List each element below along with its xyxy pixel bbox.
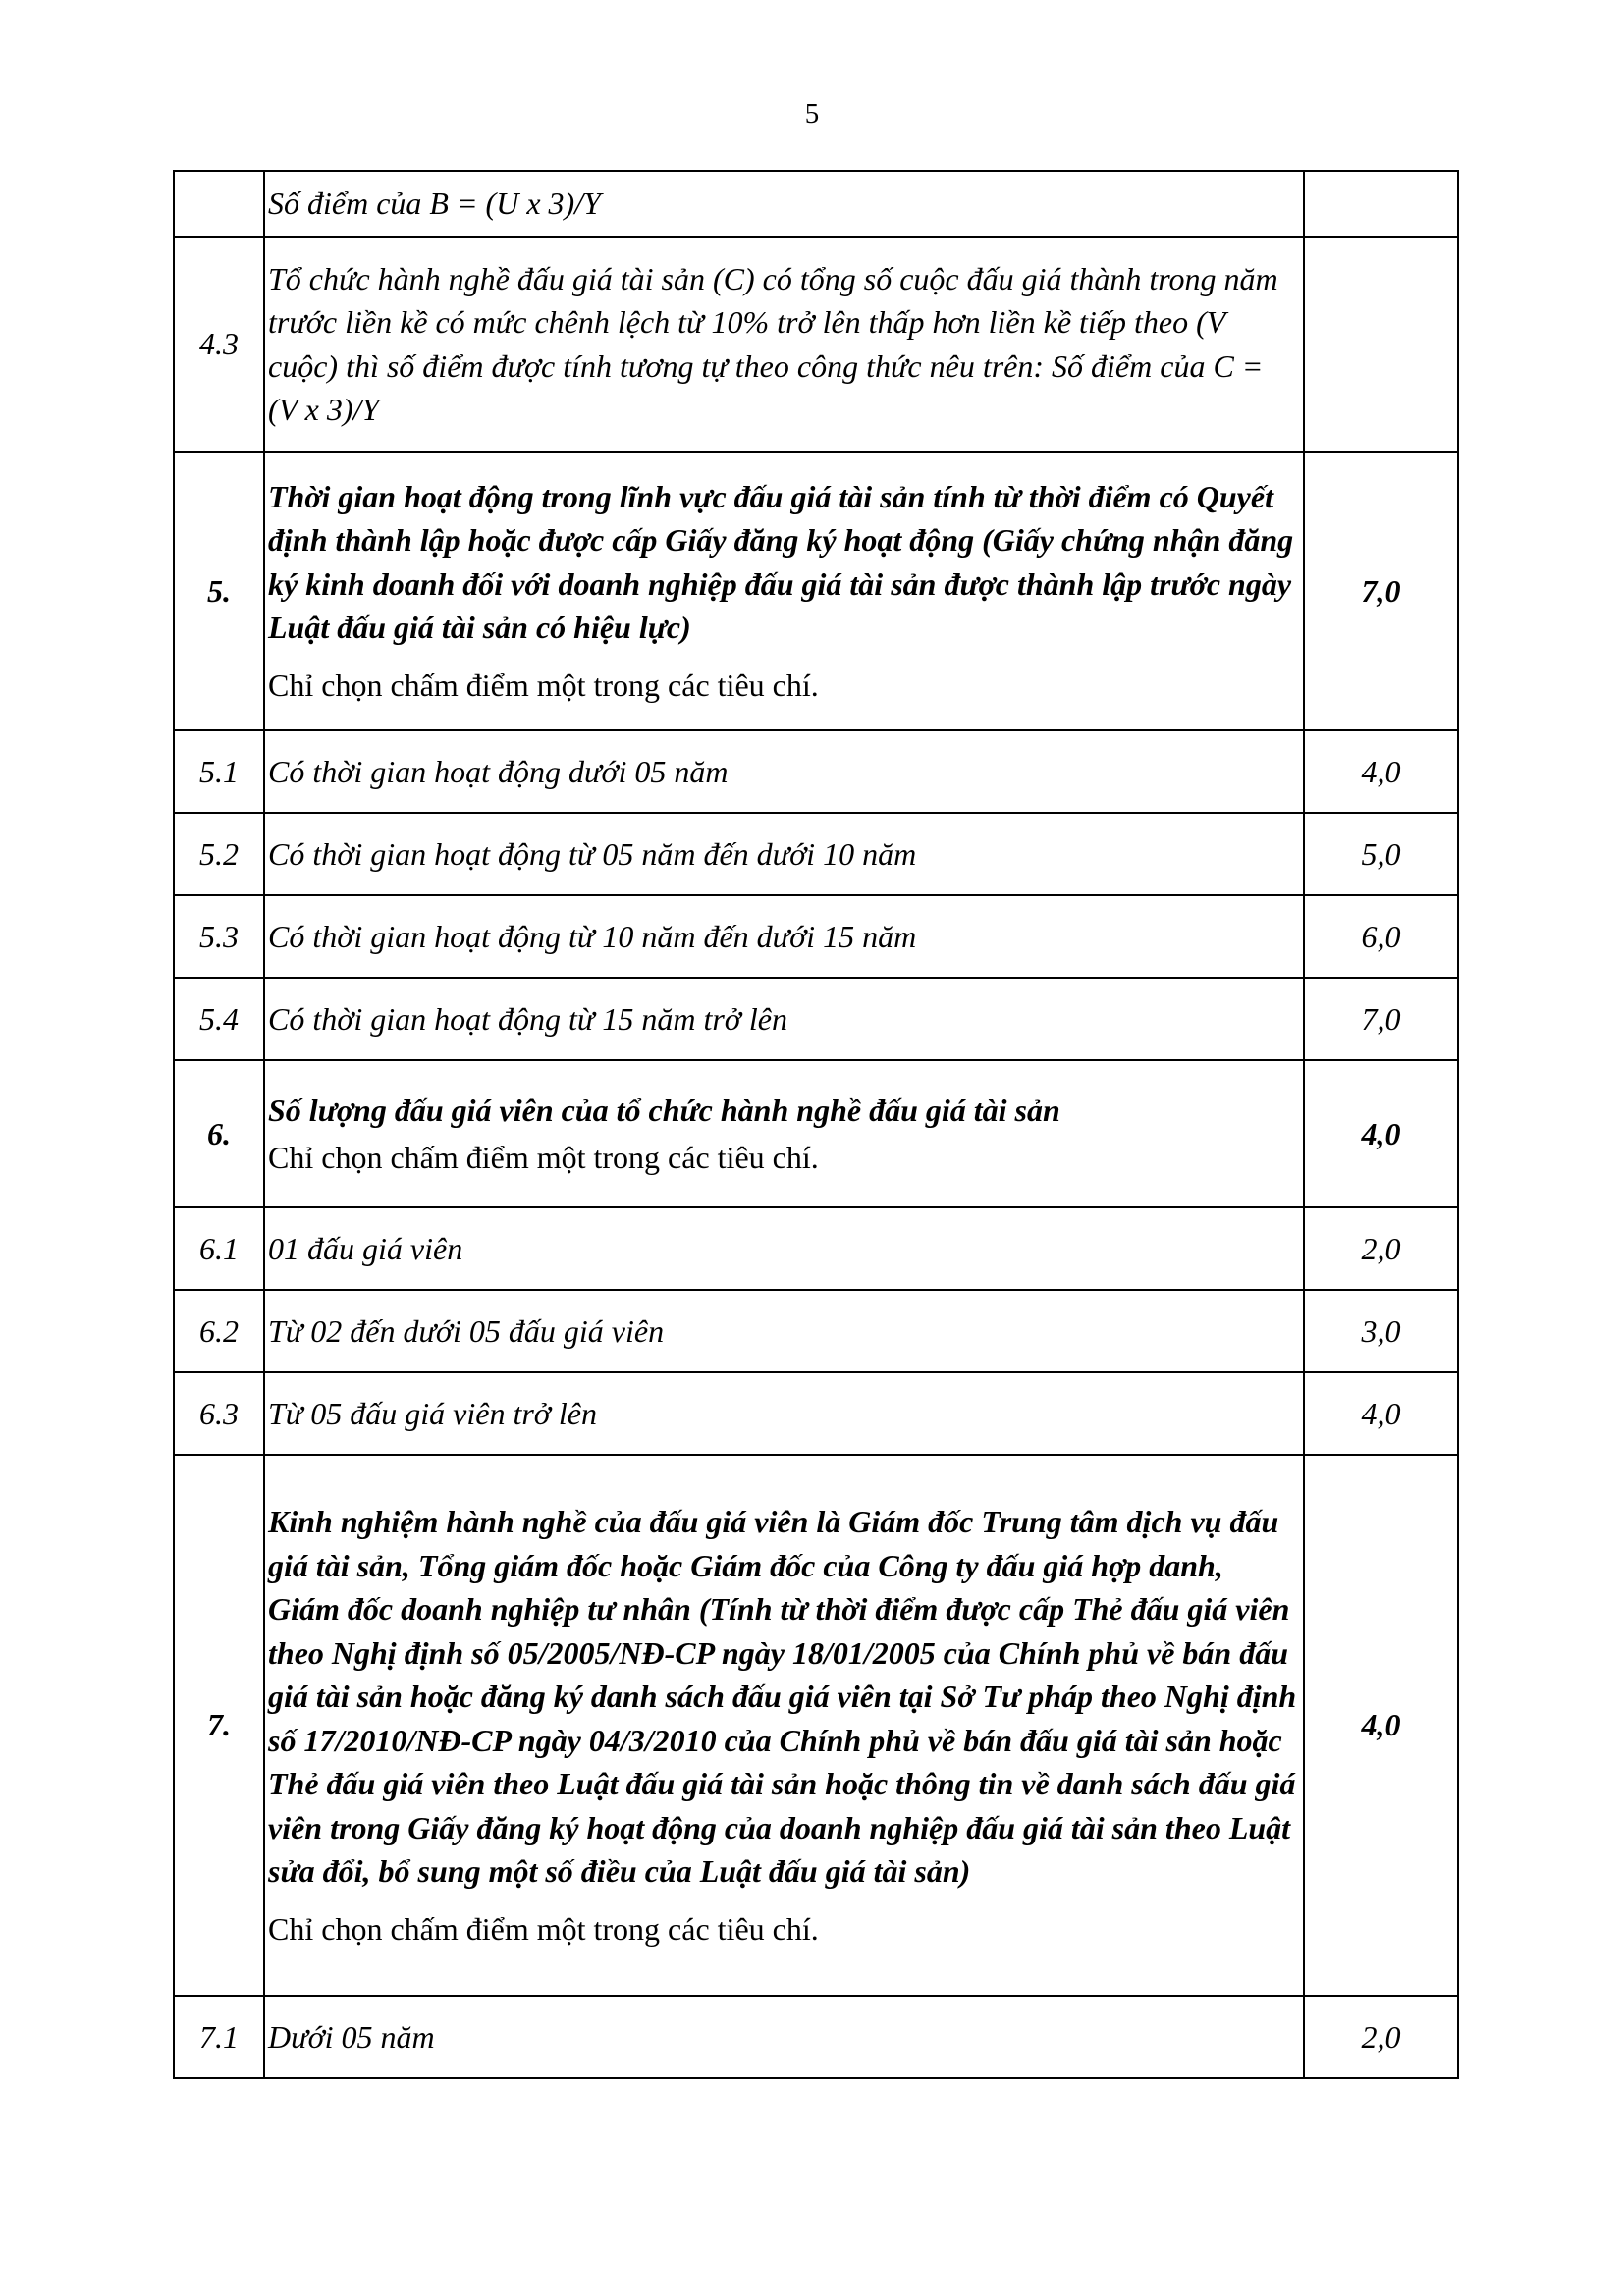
table-row: [174, 171, 1458, 237]
row-score: 2,0: [1304, 1996, 1458, 2078]
row-score: 4,0: [1304, 1372, 1458, 1455]
row-description: Dưới 05 năm: [264, 1996, 1304, 2078]
row-score: 7,0: [1304, 978, 1458, 1060]
row-description: Có thời gian hoạt động từ 15 năm trở lên: [264, 978, 1304, 1060]
page-number: 5: [804, 98, 820, 130]
row-description: Tổ chức hành nghề đấu giá tài sản (C) có tổng số cuộc đấu giá thành trong năm trước liền kề có mức chênh lệch từ 10% trở lên thấp hơn liền kề tiếp theo (V cuộc) thì số điểm được tính tương tự theo công thức nêu trên: Số điểm của C = (V x 3)/Y: [264, 237, 1304, 452]
criterion-note: Chỉ chọn chấm điểm một trong các tiêu chí.: [268, 667, 819, 703]
row-number: [174, 171, 264, 237]
criterion-heading: Thời gian hoạt động trong lĩnh vực đấu giá tài sản tính từ thời điểm có Quyết định thành lập hoặc được cấp Giấy đăng ký hoạt động (Giấy chứng nhận đăng ký kinh doanh đối với doanh nghiệp đấu giá tài sản được thành lập trước ngày Luật đấu giá tài sản có hiệu lực): [268, 478, 1294, 646]
row-number: 7.1: [174, 1996, 264, 2078]
table-row: [174, 452, 1458, 730]
row-score: 3,0: [1304, 1290, 1458, 1372]
criterion-note: Chỉ chọn chấm điểm một trong các tiêu chí.: [268, 1140, 819, 1175]
row-score: 4,0: [1304, 1455, 1458, 1996]
row-score: [1304, 171, 1458, 237]
row-score: 5,0: [1304, 813, 1458, 895]
row-number: 5.: [174, 452, 264, 730]
row-description: [264, 1060, 1304, 1207]
table-row: [174, 813, 1458, 895]
table-row: [174, 1996, 1458, 2078]
row-number: 5.4: [174, 978, 264, 1060]
row-description: Có thời gian hoạt động dưới 05 năm: [264, 730, 1304, 813]
row-score: 7,0: [1304, 452, 1458, 730]
row-description: Từ 05 đấu giá viên trở lên: [264, 1372, 1304, 1455]
row-score: 4,0: [1304, 730, 1458, 813]
table-row: [174, 1060, 1458, 1207]
row-number: 4.3: [174, 237, 264, 452]
row-number: 5.3: [174, 895, 264, 978]
row-number: 6.: [174, 1060, 264, 1207]
table-row: [174, 237, 1458, 452]
row-description: Có thời gian hoạt động từ 05 năm đến dưới 10 năm: [264, 813, 1304, 895]
table-row: [174, 1207, 1458, 1290]
row-description: [264, 1455, 1304, 1996]
row-number: 6.1: [174, 1207, 264, 1290]
row-number: 7.: [174, 1455, 264, 1996]
row-score: 2,0: [1304, 1207, 1458, 1290]
row-number: 5.1: [174, 730, 264, 813]
table-row: [174, 1372, 1458, 1455]
row-number: 6.2: [174, 1290, 264, 1372]
table-row: [174, 1455, 1458, 1996]
row-number: 6.3: [174, 1372, 264, 1455]
row-score: 4,0: [1304, 1060, 1458, 1207]
row-description: [264, 452, 1304, 730]
criterion-note: Chỉ chọn chấm điểm một trong các tiêu chí.: [268, 1910, 819, 1947]
row-score: 6,0: [1304, 895, 1458, 978]
row-number: 5.2: [174, 813, 264, 895]
table-row: [174, 1290, 1458, 1372]
criterion-heading: Kinh nghiệm hành nghề của đấu giá viên là Giám đốc Trung tâm dịch vụ đấu giá tài sản, Tổng giám đốc hoặc Giám đốc của Công ty đấu giá hợp danh, Giám đốc doanh nghiệp tư nhân (Tính từ thời điểm được cấp Thẻ đấu giá viên theo Nghị định số 05/2005/NĐ-CP ngày 18/01/2005 của Chính phủ về bán đấu giá tài sản hoặc đăng ký danh sách đấu giá viên tại Sở Tư pháp theo Nghị định số 17/2010/NĐ-CP ngày 04/3/2010 của Chính phủ về bán đấu giá tài sản hoặc Thẻ đấu giá viên theo Luật đấu giá tài sản hoặc thông tin về danh sách đấu giá viên trong Giấy đăng ký hoạt động của doanh nghiệp đấu giá tài sản theo Luật sửa đổi, bổ sung một số điều của Luật đấu giá tài sản): [268, 1504, 1297, 1889]
row-description: Có thời gian hoạt động từ 10 năm đến dưới 15 năm: [264, 895, 1304, 978]
row-description: Số điểm của B = (U x 3)/Y: [264, 171, 1304, 237]
row-description: 01 đấu giá viên: [264, 1207, 1304, 1290]
table-row: [174, 895, 1458, 978]
criterion-heading: Số lượng đấu giá viên của tổ chức hành nghề đấu giá tài sản: [268, 1092, 1060, 1128]
criteria-table: [173, 170, 1459, 2079]
table-row: [174, 730, 1458, 813]
row-score: [1304, 237, 1458, 452]
row-description: Từ 02 đến dưới 05 đấu giá viên: [264, 1290, 1304, 1372]
table-row: [174, 978, 1458, 1060]
